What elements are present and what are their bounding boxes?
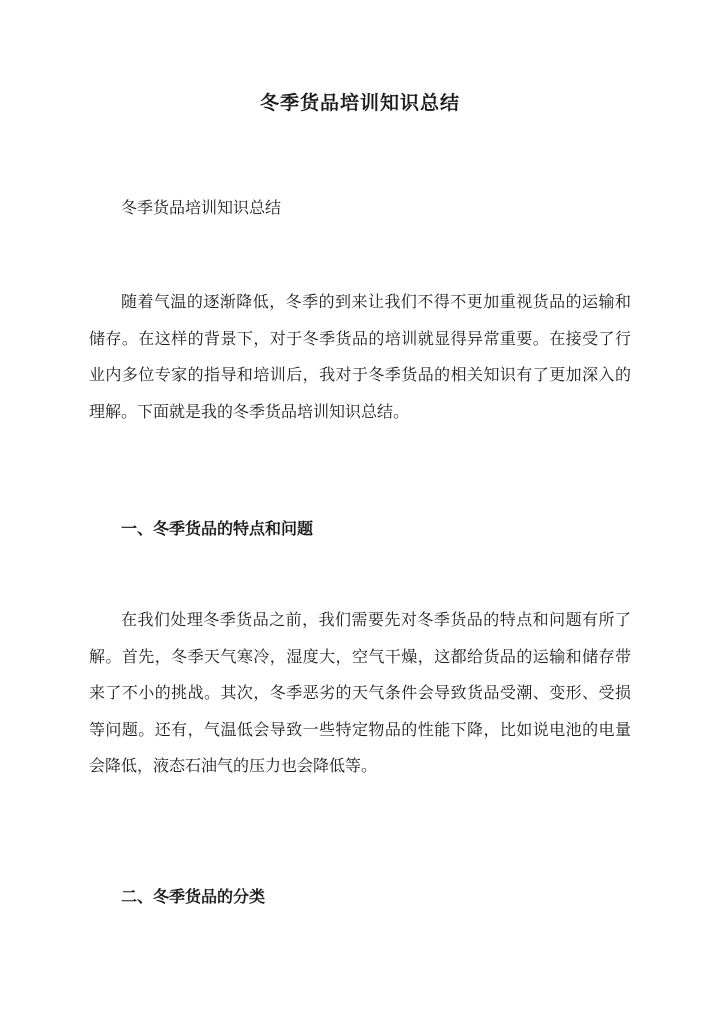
section-heading-2: 二、冬季货品的分类 [121,887,266,906]
section-paragraph-1: 在我们处理冬季货品之前，我们需要先对冬季货品的特点和问题有所了解。首先，冬季天气寒冷，湿度大，空气干燥，这都给货品的运输和储存带来了不小的挑战。其次，冬季恶劣的天气条件会导致货品受潮、变形、受损等问题。还有，气温低会导致一些特定物品的性能下降，比如说电池的电量会降低，液态石油气的压力也会降低等。 [89,610,631,776]
intro-paragraph: 随着气温的逐渐降低，冬季的到来让我们不得不更加重视货品的运输和储存。在这样的背景下，对于冬季货品的培训就显得异常重要。在接受了行业内多位专家的指导和培训后，我对于冬季货品的相关知识有了更加深入的理解。下面就是我的冬季货品培训知识总结。 [89,292,631,421]
document-title: 冬季货品培训知识总结 [259,92,460,114]
document-subtitle: 冬季货品培训知识总结 [121,198,282,217]
section-heading-1: 一、冬季货品的特点和问题 [121,519,314,538]
